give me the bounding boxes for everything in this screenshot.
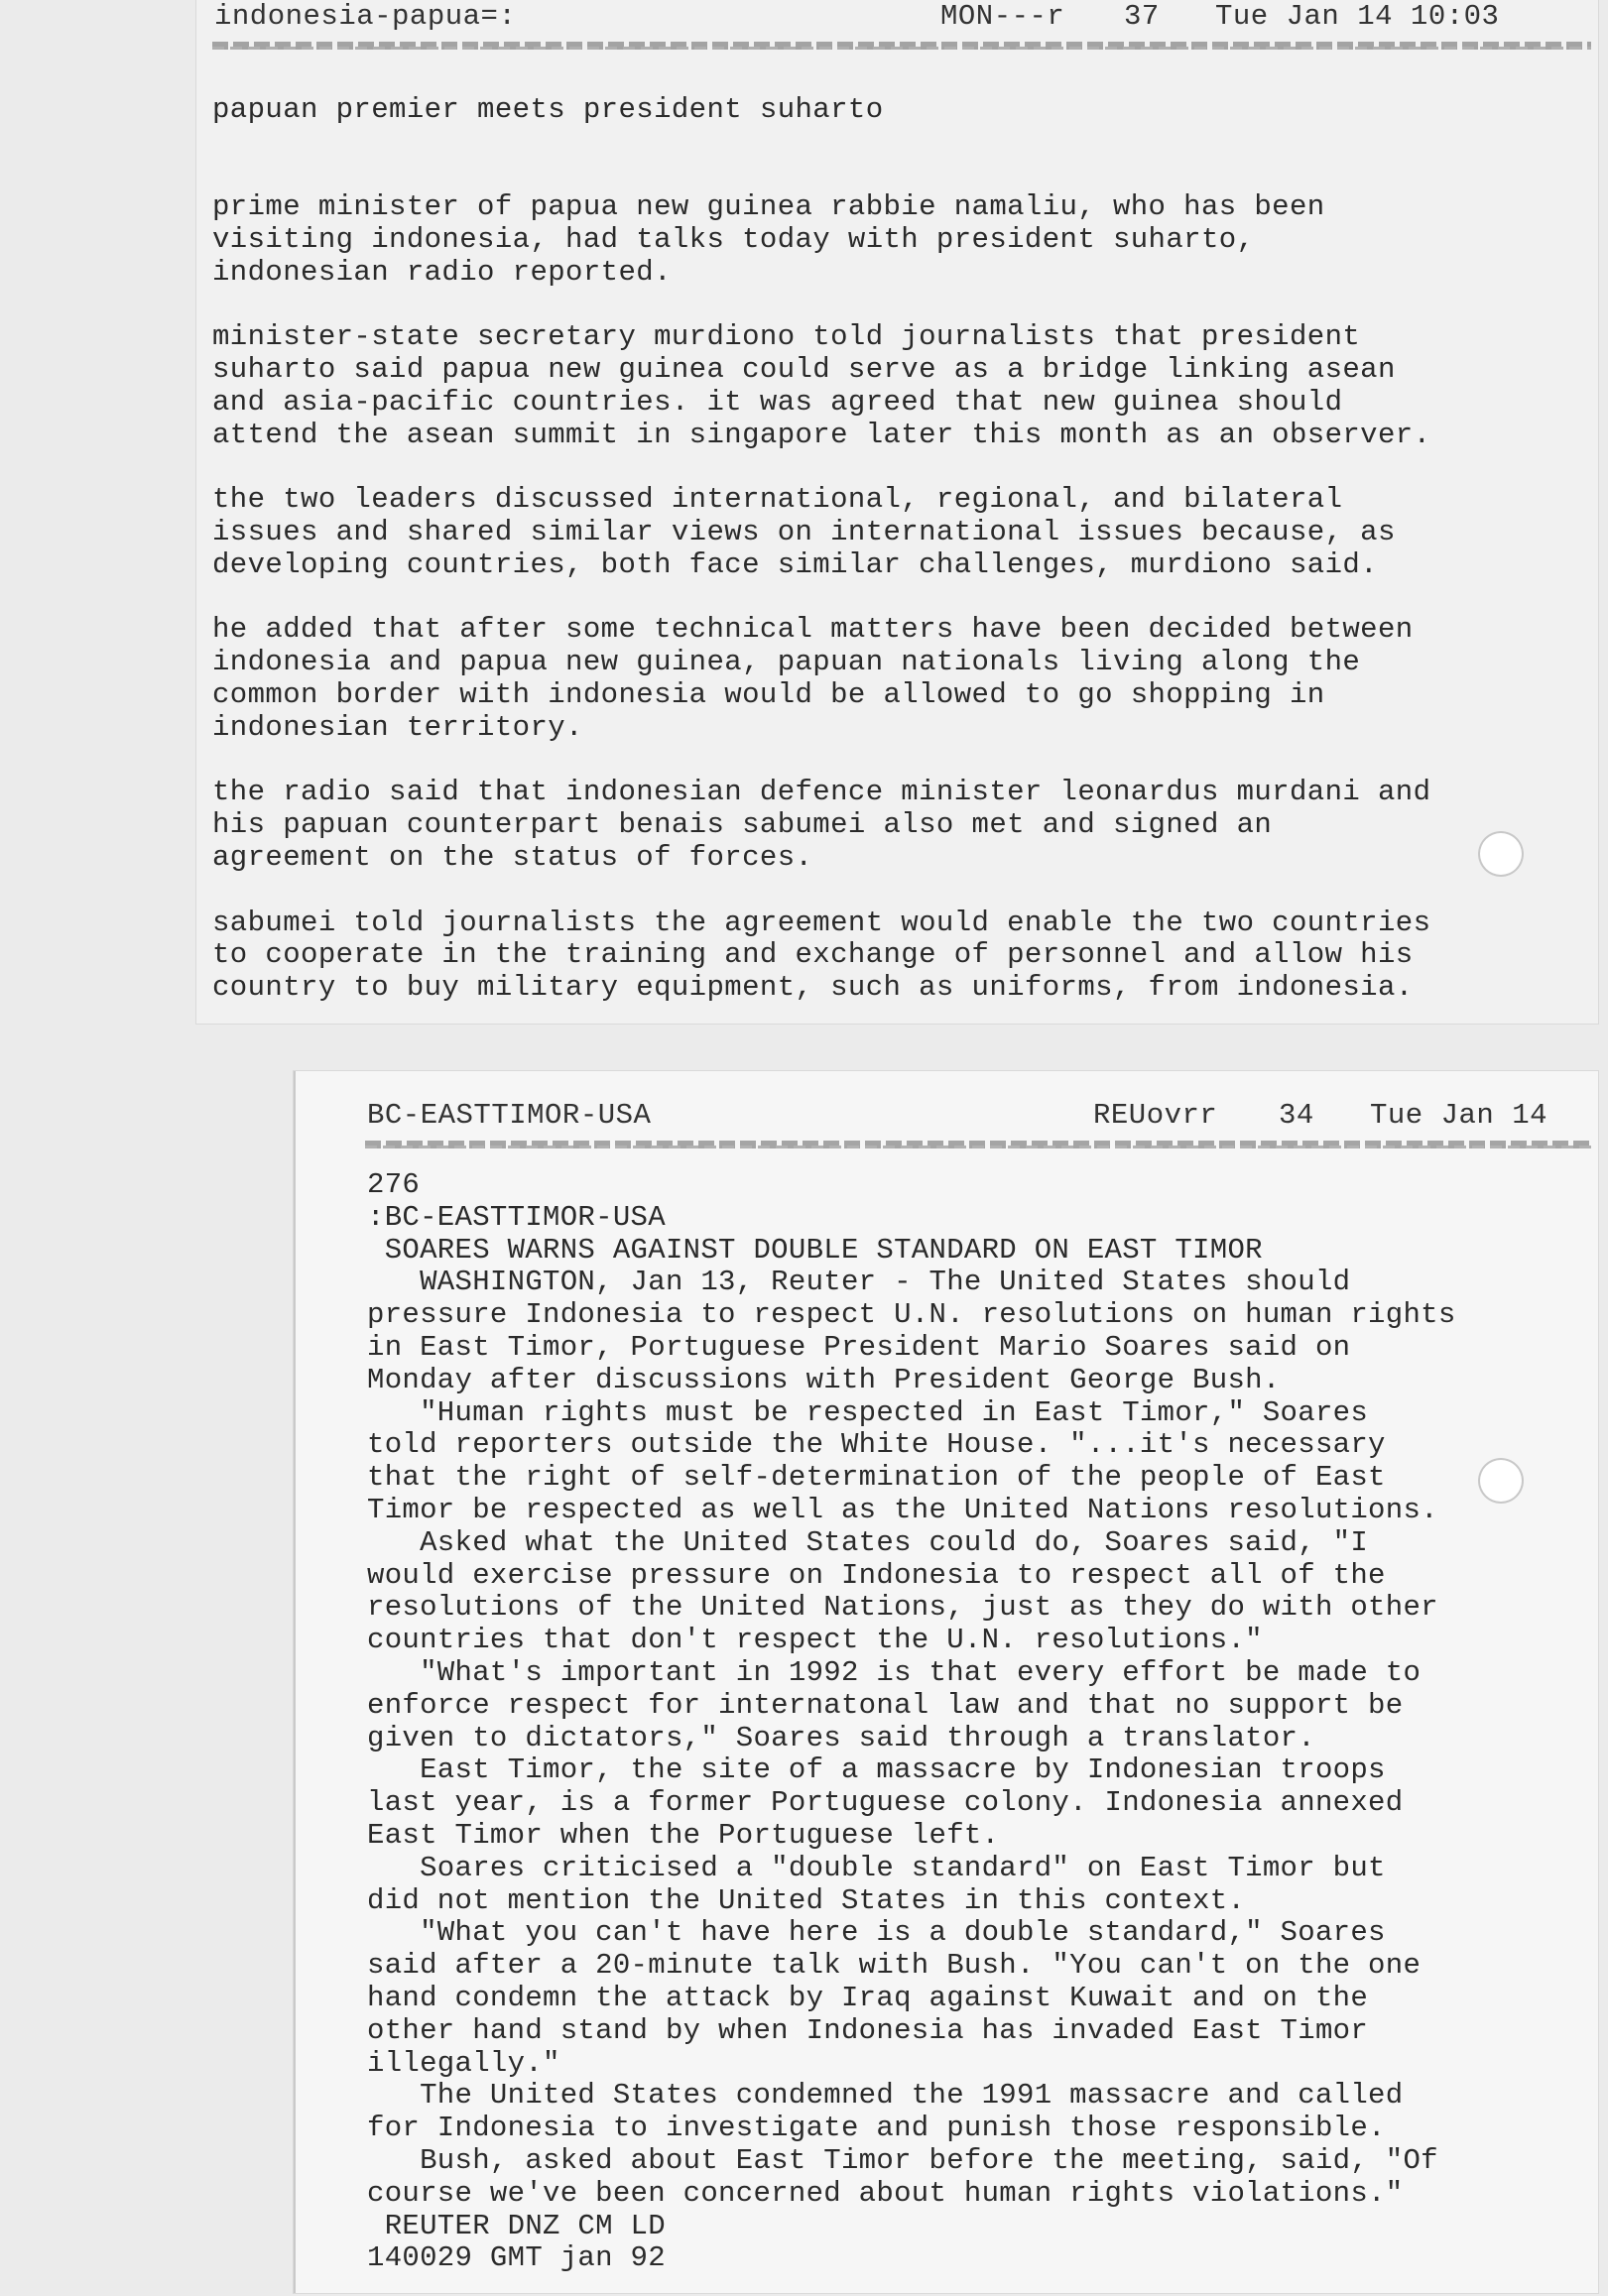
text-line: :BC-EASTTIMOR-USA bbox=[367, 1200, 666, 1234]
header-number: 37 bbox=[1124, 0, 1160, 33]
header-rule bbox=[365, 1141, 1593, 1148]
text-line: to cooperate in the training and exchange of personnel and allow his bbox=[212, 938, 1414, 972]
text-line: East Timor when the Portuguese left. bbox=[367, 1819, 1000, 1852]
text-line: that the right of self-determination of the people of East bbox=[367, 1461, 1386, 1495]
text-line: "Human rights must be respected in East Timor," Soares bbox=[367, 1395, 1369, 1429]
text-line: for Indonesia to investigate and punish those responsible. bbox=[367, 2112, 1386, 2145]
text-line: countries that don't respect the U.N. resolutions." bbox=[367, 1624, 1263, 1657]
text-line: indonesian territory. bbox=[212, 710, 583, 744]
text-line: "What's important in 1992 is that every effort be made to bbox=[367, 1656, 1422, 1689]
text-line: said after a 20-minute talk with Bush. "You can't on the one bbox=[367, 1949, 1422, 1983]
text-line: SOARES WARNS AGAINST DOUBLE STANDARD ON EAST TIMOR bbox=[367, 1233, 1263, 1267]
text-line: REUTER DNZ CM LD bbox=[367, 2209, 666, 2242]
header-code: MON---r bbox=[940, 0, 1065, 33]
text-line: sabumei told journalists the agreement would enable the two countries bbox=[212, 906, 1431, 939]
text-line: East Timor, the site of a massacre by Indonesian troops bbox=[367, 1753, 1386, 1787]
text-line: attend the asean summit in singapore later this month as an observer. bbox=[212, 418, 1431, 451]
text-line: common border with indonesia would be allowed to go shopping in bbox=[212, 678, 1325, 711]
text-line: enforce respect for internatonal law and that no support be bbox=[367, 1688, 1404, 1722]
text-line: Soares criticised a "double standard" on East Timor but bbox=[367, 1851, 1386, 1884]
text-line: pressure Indonesia to respect U.N. resolutions on human rights bbox=[367, 1298, 1456, 1332]
text-line: the two leaders discussed international, regional, and bilateral bbox=[212, 483, 1343, 517]
text-line: Timor be respected as well as the United Nations resolutions. bbox=[367, 1494, 1438, 1526]
header-slug: BC-EASTTIMOR-USA bbox=[367, 1099, 652, 1132]
news-clipping-papua bbox=[196, 0, 1598, 1024]
text-line: course we've been concerned about human rights violations." bbox=[367, 2176, 1404, 2210]
text-line: Monday after discussions with President George Bush. bbox=[367, 1363, 1281, 1396]
clipping-edge-line bbox=[294, 1071, 296, 2293]
text-line: The United States condemned the 1991 massacre and called bbox=[367, 2079, 1404, 2113]
text-line: would exercise pressure on Indonesia to respect all of the bbox=[367, 1558, 1386, 1592]
text-line: country to buy military equipment, such as uniforms, from indonesia. bbox=[212, 971, 1414, 1005]
header-number: 34 bbox=[1279, 1099, 1314, 1132]
text-line: illegally." bbox=[367, 2046, 560, 2080]
text-line: prime minister of papua new guinea rabbie namaliu, who has been bbox=[212, 190, 1325, 223]
punch-hole bbox=[1478, 831, 1524, 877]
text-line: agreement on the status of forces. bbox=[212, 841, 813, 874]
text-line: resolutions of the United Nations, just as they do with other bbox=[367, 1591, 1438, 1625]
text-line: "What you can't have here is a double standard," Soares bbox=[367, 1916, 1386, 1950]
text-line: Asked what the United States could do, Soares said, "I bbox=[367, 1525, 1369, 1559]
text-line: indonesian radio reported. bbox=[212, 255, 672, 289]
story-title: papuan premier meets president suharto bbox=[212, 93, 884, 126]
header-date: Tue Jan 14 10:03 bbox=[1215, 0, 1500, 33]
text-line: Bush, asked about East Timor before the meeting, said, "Of bbox=[367, 2144, 1438, 2177]
text-line: minister-state secretary murdiono told journalists that president bbox=[212, 320, 1361, 354]
text-line: in East Timor, Portuguese President Mario Soares said on bbox=[367, 1331, 1351, 1364]
news-clipping-east-timor bbox=[294, 1071, 1598, 2293]
text-line: 276 bbox=[367, 1168, 421, 1201]
header-rule bbox=[212, 42, 1591, 50]
text-line: WASHINGTON, Jan 13, Reuter - The United States should bbox=[367, 1266, 1351, 1299]
text-line: last year, is a former Portuguese colony. Indonesia annexed bbox=[367, 1786, 1404, 1820]
text-line: he added that after some technical matters have been decided between bbox=[212, 613, 1414, 647]
text-line: suharto said papua new guinea could serve as a bridge linking asean bbox=[212, 353, 1396, 386]
text-line: issues and shared similar views on international issues because, as bbox=[212, 516, 1396, 548]
text-line: given to dictators," Soares said through a translator. bbox=[367, 1721, 1315, 1754]
text-line: told reporters outside the White House. "...it's necessary bbox=[367, 1428, 1386, 1462]
header-slug: indonesia-papua=: bbox=[214, 0, 517, 33]
text-line: hand condemn the attack by Iraq against Kuwait and on the bbox=[367, 1982, 1369, 2014]
text-line: did not mention the United States in this context. bbox=[367, 1883, 1246, 1917]
text-line: visiting indonesia, had talks today with president suharto, bbox=[212, 222, 1255, 256]
header-date: Tue Jan 14 bbox=[1370, 1099, 1548, 1132]
text-line: other hand stand by when Indonesia has invaded East Timor bbox=[367, 2013, 1369, 2047]
text-line: indonesia and papua new guinea, papuan nationals living along the bbox=[212, 646, 1361, 679]
text-line: the radio said that indonesian defence minister leonardus murdani and bbox=[212, 776, 1431, 809]
header-code: REUovrr bbox=[1093, 1099, 1218, 1132]
text-line: and asia-pacific countries. it was agreed that new guinea should bbox=[212, 385, 1343, 419]
text-line: 140029 GMT jan 92 bbox=[367, 2241, 666, 2275]
text-line: his papuan counterpart benais sabumei also met and signed an bbox=[212, 808, 1273, 842]
punch-hole bbox=[1478, 1458, 1524, 1504]
text-line: developing countries, both face similar challenges, murdiono said. bbox=[212, 547, 1378, 581]
